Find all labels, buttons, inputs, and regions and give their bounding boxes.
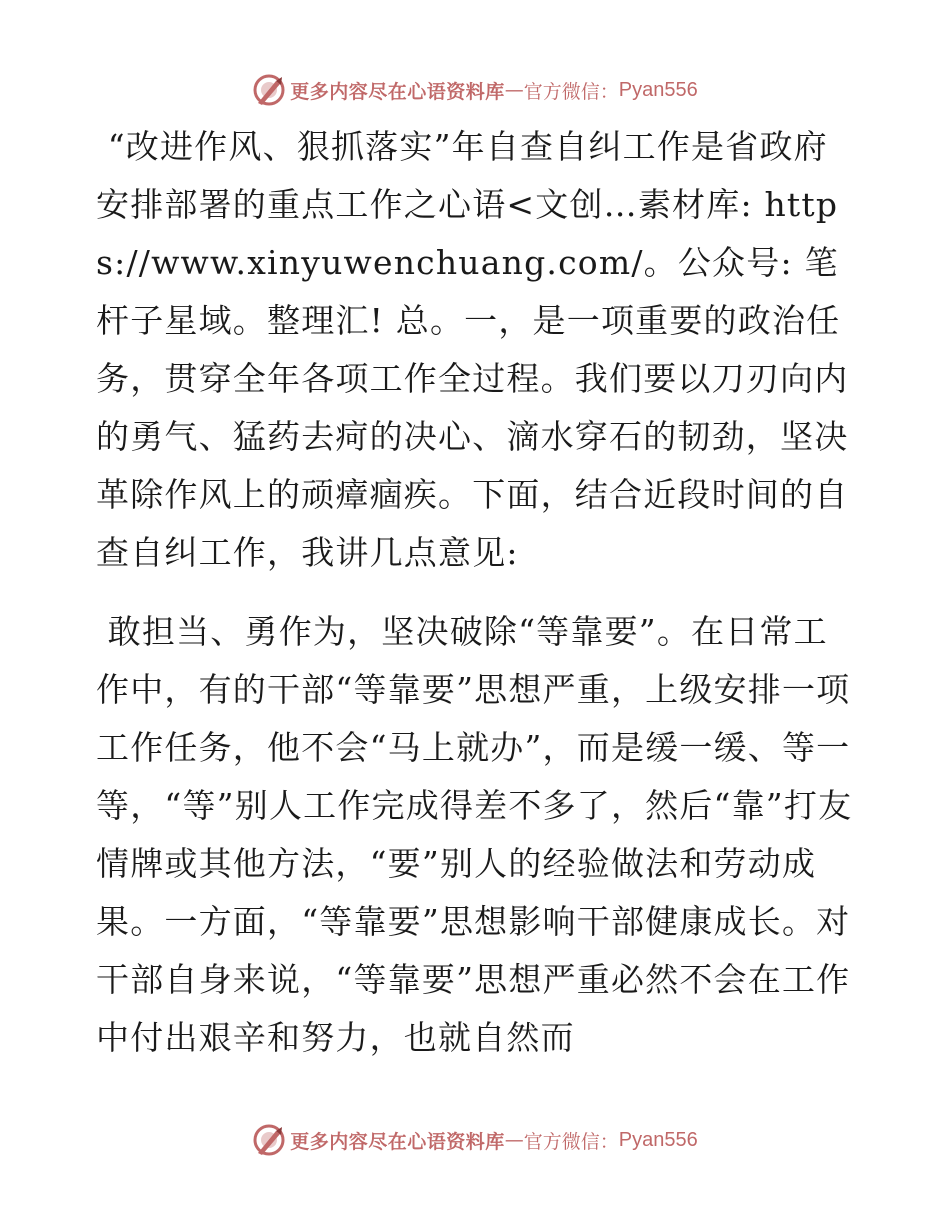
banner-brand-text: 更多内容尽在心语资料库 (290, 1130, 505, 1153)
footer-watermark-banner (0, 1120, 950, 1160)
document-paragraph-2: 敢担当、勇作为，坚决破除“等靠要”。在日常工作中，有的干部“等靠要”思想严重，上级安排一项工作任务，他不会“马上就办”，而是缓一缓、等一等，“等”别人工作完成得差不多了，然后“靠”打友情牌或其他方法，“要”别人的经验做法和劳动成果。一方面，“等靠要”思想影响干部健康成长。对干部自身来说，“等靠要”思想严重必然不会在工作中付出艰辛和努力，也就自然而 (96, 612, 853, 1057)
banner-separator: — (504, 1129, 524, 1151)
pen-seal-logo-icon (252, 1123, 286, 1157)
banner-wechat-id: Pyan556 (618, 1128, 698, 1151)
header-watermark-banner (0, 70, 950, 110)
banner-wechat-label: 官方微信： (523, 80, 619, 103)
document-paragraph-1: “改进作风、狠抓落实”年自查自纠工作是省政府安排部署的重点工作之心语<文创…素材库: https://www.xinyuwenchuang.com/。公众号: 笔杆子星域。整理汇! 总。一，是一项重要的政治任务，贯穿全年各项工作全过程。我们要以刀刃向内的勇气、猛药去疴的决心、滴水穿石的韧劲，坚决革除作风上的顽瘴痼疾。下面，结合近段时间的自查自纠工作，我讲几点意见: (96, 127, 849, 572)
banner-wechat-label: 官方微信： (523, 1130, 619, 1153)
banner-separator: — (504, 79, 524, 101)
banner-brand-text: 更多内容尽在心语资料库 (290, 80, 505, 103)
banner-wechat-id: Pyan556 (618, 78, 698, 101)
pen-seal-logo-icon (252, 73, 286, 107)
